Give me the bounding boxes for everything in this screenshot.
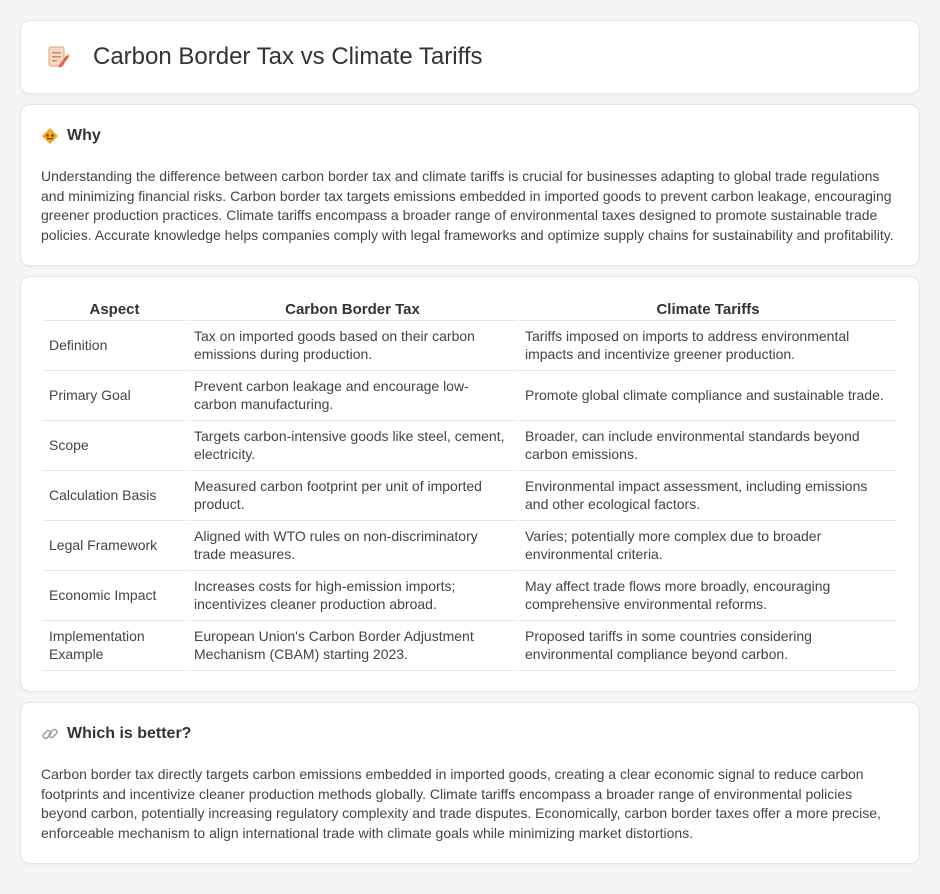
aspect-cell: Economic Impact xyxy=(43,571,186,621)
which-is-better-heading-label: Which is better? xyxy=(67,725,192,742)
comparison-table-card xyxy=(20,276,920,692)
carbon-border-tax-cell: Aligned with WTO rules on non-discriminatory trade measures. xyxy=(188,521,517,571)
carbon-border-tax-cell: Increases costs for high-emission imports; incentivizes cleaner production abroad. xyxy=(188,571,517,621)
sun-hazard-icon xyxy=(41,127,59,145)
why-section xyxy=(20,104,920,266)
climate-tariffs-cell: Broader, can include environmental standards beyond carbon emissions. xyxy=(519,421,897,471)
carbon-border-tax-cell: Measured carbon footprint per unit of imported product. xyxy=(188,471,517,521)
aspect-cell: Calculation Basis xyxy=(43,471,186,521)
climate-tariffs-cell: Promote global climate compliance and sustainable trade. xyxy=(519,371,897,421)
aspect-cell: Legal Framework xyxy=(43,521,186,571)
table-row xyxy=(43,521,897,571)
climate-tariffs-cell: Environmental impact assessment, including emissions and other ecological factors. xyxy=(519,471,897,521)
why-heading xyxy=(41,127,899,145)
carbon-border-tax-cell: Prevent carbon leakage and encourage low-carbon manufacturing. xyxy=(188,371,517,421)
which-is-better-heading xyxy=(41,725,899,743)
why-heading-label: Why xyxy=(67,127,101,144)
comparison-table xyxy=(41,297,899,671)
carbon-border-tax-cell: Targets carbon-intensive goods like steel, cement, electricity. xyxy=(188,421,517,471)
column-header-aspect: Aspect xyxy=(43,297,186,321)
column-header-climate-tariffs: Climate Tariffs xyxy=(519,297,897,321)
table-row xyxy=(43,571,897,621)
table-row xyxy=(43,421,897,471)
aspect-cell: Primary Goal xyxy=(43,371,186,421)
aspect-cell: Definition xyxy=(43,321,186,371)
carbon-border-tax-cell: Tax on imported goods based on their carbon emissions during production. xyxy=(188,321,517,371)
climate-tariffs-cell: Tariffs imposed on imports to address environmental impacts and incentivize greener production. xyxy=(519,321,897,371)
aspect-cell: Scope xyxy=(43,421,186,471)
table-row xyxy=(43,471,897,521)
table-row xyxy=(43,371,897,421)
which-is-better-text: Carbon border tax directly targets carbon emissions embedded in imported goods, creating a clear economic signal to reduce carbon footprints and incentivize cleaner production methods globally. Climate tariffs encompass a broader range of environmental policies beyond carbon, potentially increasing regulatory complexity and trade disputes. Economically, carbon border taxes offer a more precise, enforceable mechanism to align international trade with climate goals while minimizing market distortions. xyxy=(41,766,881,841)
table-row xyxy=(43,321,897,371)
header-card xyxy=(20,20,920,94)
page-title: Carbon Border Tax vs Climate Tariffs xyxy=(93,43,483,70)
aspect-cell: Implementation Example xyxy=(43,621,186,671)
why-text: Understanding the difference between carbon border tax and climate tariffs is crucial for businesses adapting to global trade regulations and minimizing financial risks. Carbon border tax targets emissions embedded in imported goods to prevent carbon leakage, encouraging greener production practices. Climate tariffs encompass a broader range of environmental taxes designed to promote sustainable trade policies. Accurate knowledge helps companies comply with legal frameworks and optimize supply chains for sustainability and profitability. xyxy=(41,168,894,243)
which-is-better-section xyxy=(20,702,920,864)
table-row xyxy=(43,621,897,671)
carbon-border-tax-cell: European Union's Carbon Border Adjustment Mechanism (CBAM) starting 2023. xyxy=(188,621,517,671)
climate-tariffs-cell: May affect trade flows more broadly, encouraging comprehensive environmental reforms. xyxy=(519,571,897,621)
document-pencil-icon xyxy=(45,44,71,70)
link-icon xyxy=(41,725,59,743)
table-header-row xyxy=(43,297,897,321)
climate-tariffs-cell: Proposed tariffs in some countries considering environmental compliance beyond carbon. xyxy=(519,621,897,671)
column-header-carbon-border-tax: Carbon Border Tax xyxy=(188,297,517,321)
climate-tariffs-cell: Varies; potentially more complex due to broader environmental criteria. xyxy=(519,521,897,571)
